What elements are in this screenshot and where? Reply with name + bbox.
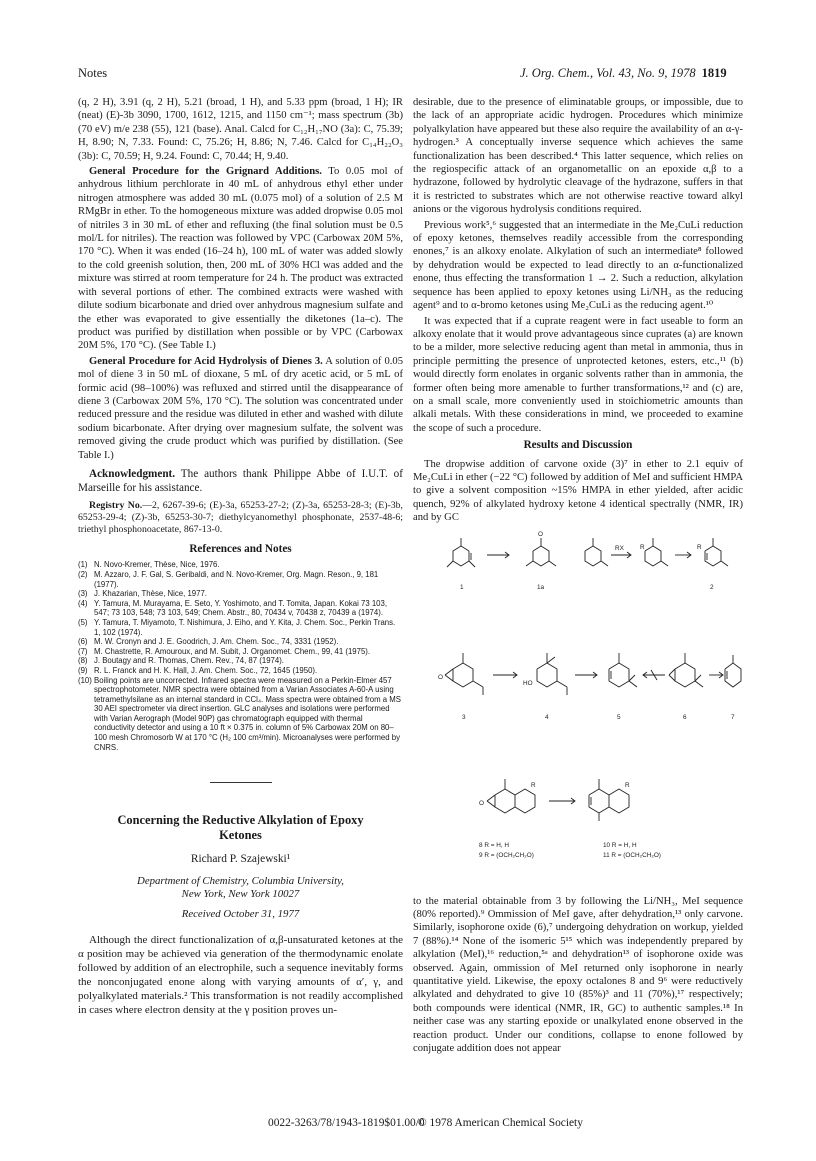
structure-1 <box>447 538 475 567</box>
compound-label-4: 4 <box>545 713 549 721</box>
reference-text: M. W. Cronyn and J. E. Goodrich, J. Am. Chem. Soc., 74, 3331 (1952). <box>94 637 339 647</box>
atom-label: O <box>538 530 543 538</box>
journal-citation: J. Org. Chem., Vol. 43, No. 9, 1978 <box>520 66 696 80</box>
reference-number: (7) <box>78 646 88 656</box>
reference-item <box>78 676 403 753</box>
paragraph-body: It was expected that if a cuprate reagent were in fact useable to form an alkoxy enolate that it would prove advantageous since cuprates (a) are known to be a milder, more selective reducing agent than metal in ammonia, thus in principle permitting the presence of unprotected ketones, esters, etc.,¹¹ (b) would directly form enolates in organic solvents rather than in ammonia, the former often being more amenable to further transformations,¹² and (c) are, on a small scale, more conveniently used in stoichiometric amounts than alkali metals. With these considerations in mind, we proceeded to examine the scope of such a procedure. <box>413 315 743 434</box>
structure-7 <box>725 655 741 687</box>
paragraph-hydrolysis <box>78 355 403 462</box>
structure-5 <box>609 653 637 687</box>
compound-label-10: 10 R = H, H <box>603 841 637 849</box>
acknowledgment-heading: Acknowledgment. <box>89 467 176 480</box>
article-title: Concerning the Reductive Alkylation of Epoxy Ketones <box>117 813 364 843</box>
acknowledgment-text: The authors thank Philippe Abbe of I.U.T. of Marseille for his assistance. <box>78 467 403 494</box>
reaction-scheme-drawing <box>413 529 743 889</box>
reference-item <box>78 637 403 647</box>
author-affiliation <box>78 875 403 902</box>
reference-text: Y. Tamura, M. Murayama, E. Seto, Y. Yoshimoto, and T. Tomita, Japan. Kokai 73 103, 547; 73 103, 548; 73 103, 549; Chem. Abstr., 80, 70434 v, 70438 z, 70439 a (1974). <box>94 598 387 618</box>
reference-item <box>78 570 403 589</box>
structure-4 <box>537 653 567 695</box>
atom-label: R <box>697 543 702 551</box>
reference-text: J. Boutagy and R. Thomas, Chem. Rev., 74, 87 (1974). <box>94 656 284 666</box>
reference-text: J. Khazarian, Thèse, Nice, 1977. <box>94 589 207 599</box>
structure-10-11 <box>589 779 629 821</box>
affiliation-line: Department of Chemistry, Columbia University, <box>137 874 344 887</box>
section-divider <box>210 782 272 783</box>
reference-number: (10) <box>78 675 92 685</box>
reference-text: N. Novo-Kremer, Thèse, Nice, 1976. <box>94 560 220 570</box>
received-date: Received October 31, 1977 <box>181 907 300 920</box>
structure-3 <box>445 653 483 695</box>
reference-text: R. L. Franck and H. K. Hall, J. Am. Chem. Soc., 72, 1645 (1950). <box>94 665 318 675</box>
hydrolysis-text: A solution of 0.05 mol of diene 3 in 50 mL of dioxane, 5 mL of dry acetic acid, or 5 mL of formic acid (98–100%) was refluxed and stirred until the disappearance of diene 3 (Carbowax 20M 5%, 170 °C). The solution was concentrated under reduced pressure and the residue was diluted in ether and washed with dilute sodium bicarbonate. After drying over magnesium sulfate, the solvent was removed giving the crude product which was purified by distillation. (See Table I.) <box>78 355 403 461</box>
registry-text: —2, 6267-39-6; (E)-3a, 65253-27-2; (Z)-3a, 65253-28-3; (E)-3b, 65253-29-4; (Z)-3b, 65253-30-7; diethylcyanomethyl phosphonate, 2537-48-6; triethyl phosphonoacetate, 867-13-0. <box>78 499 403 535</box>
structure-6 <box>669 653 703 687</box>
structure-alkylated <box>645 538 668 566</box>
paragraph-body: Previous work⁵,⁶ suggested that an intermediate in the Me₂CuLi reduction of epoxy ketones, themselves readily accessible from the corresponding enones,⁷ is an alkoxy enolate. Alkylation of such an intermediate⁸ followed by dehydration would be expected to lead directly to an α-functionalized enone, thus effecting the transformation 1 → 2. Such a reduction, alkylation sequence has been applied to epoxy ketones using Li/NH₃ as the reducing agent⁹ and to α-bromo ketones using Me₂CuLi as the reducing agent.¹⁰ <box>413 219 743 312</box>
footer-copyright: © 1978 American Chemical Society <box>418 1117 583 1129</box>
hydrolysis-heading: General Procedure for Acid Hydrolysis of Dienes 3. <box>89 355 323 367</box>
compound-label-1a: 1a <box>537 583 545 591</box>
reference-number: (6) <box>78 637 88 647</box>
reference-text: M. Chastrette, R. Amouroux, and M. Subit, J. Organomet. Chem., 99, 41 (1975). <box>94 646 371 656</box>
article-author: Richard P. Szajewski¹ <box>190 853 291 866</box>
affiliation-line: New York, New York 10027 <box>181 888 300 901</box>
running-head-left: Notes <box>78 66 108 80</box>
references-heading: References and Notes <box>189 542 292 555</box>
atom-label: O <box>479 799 484 807</box>
reference-text: Y. Tamura, T. Miyamoto, T. Nishimura, J. Eiho, and Y. Kita, J. Chem. Soc., Perkin Trans. 1, 102 (1974). <box>94 617 396 637</box>
reaction-scheme <box>413 529 743 889</box>
references-list <box>78 560 403 752</box>
compound-label-2: 2 <box>710 583 714 591</box>
grignard-heading: General Procedure for the Grignard Additions. <box>89 166 322 178</box>
reference-text: Boiling points are uncorrected. Infrared spectra were measured on a Perkin-Elmer 457 spectrophotometer. NMR spectra were obtained from a Varian Associates A-60-A using tetramethylsilane as an internal standard in CCl₄. Mass spectra were obtained from a MS 30 AEI spectrometer via direct insertion. GLC analyses and isolations were performed with Varian Aerograph (Model 90P) gas chromatograph equipped with thermal conductivity detector and using a 10 ft × 0.375 in. column of 5% Carbowax 20M on 80–100 mesh Chromosorb W at 170 °C (H₂ 100 cm³/min). Microanalyses were performed by CNRS. <box>94 675 401 752</box>
atom-label: O <box>438 673 443 681</box>
reference-item <box>78 560 403 570</box>
reference-item <box>78 618 403 637</box>
paragraph-spectral-data: (q, 2 H), 3.91 (q, 2 H), 5.21 (broad, 1 H), and 5.33 ppm (broad, 1 H); IR (neat) (E)-3b 3090, 1700, 1612, 1215, and 1150 cm⁻¹; mass spectrum (3b) (70 eV) m/e 238 (55), 121 (base). Anal. Calcd for C₁₂H₁₇NO (3a): C, 75.39; H, 8.90; N, 7.33. Found: C, 75.26; H, 8.86; N, 7.46. Calcd for C₁₄H₂₂O₃ (3b): C, 70.59; H, 9.24. Found: C, 70.44; H, 9.40. <box>78 97 403 162</box>
reference-number: (3) <box>78 589 88 599</box>
paragraph-body: desirable, due to the presence of eliminatable groups, or impossible, due to the lack of an appropriate acidic hydrogen. Procedures which minimize polyalkylation have appeared but these also require the availability of an α-γ-hydrogen.³ A conceptually inverse sequence which achieves the same functionalization has been described.⁴ This latter sequence, which relies on the regiospecific attack of an organometallic on an epoxide α,β to a hydrazone, followed by hydrolytic cleavage of the hydrazone, suffers in that it is restricted to substrates which are not otherwise reactive toward alkyl anions or the vigorous hydrolysis conditions required. <box>413 97 743 216</box>
reference-item <box>78 589 403 599</box>
paragraph-introduction: Although the direct functionalization of α,β-unsaturated ketones at the α position may be achieved via generation of the thermodynamic enolate followed by addition of an electrophile, such a sequence inevitably forms the nonconjugated enone along with varying amounts of α′, γ, and polyalkylated materials.² This transformation is not readily accomplished in cases where electron density at the γ position proves un- <box>78 934 403 1017</box>
compound-label-11: 11 R = (OCH₂CH₂O) <box>603 851 661 859</box>
right-column <box>413 96 743 1057</box>
structure-enolate <box>585 538 608 566</box>
reference-text: M. Azzaro, J. F. Gal, S. Geribaldi, and N. Novo-Kremer, Org. Magn. Reson., 9, 181 (1977). <box>94 569 379 589</box>
compound-label-3: 3 <box>462 713 466 721</box>
registry-heading: Registry No. <box>89 499 143 511</box>
results-heading: Results and Discussion <box>523 439 633 452</box>
structure-8-9 <box>487 779 535 813</box>
atom-label: R <box>625 781 630 789</box>
grignard-text: To 0.05 mol of anhydrous lithium perchlorate in 40 mL of anhydrous ethyl ether under nitrogen atmosphere was added 30 mL (0.075 mol) of a solution of 2.5 M RMgBr in ether. To the homogeneous mixture was added dropwise 0.05 mol of nitriles 3 in 30 mL of ether and refluxing (the final solution must be 0.5 mol/L for nitriles). The reaction was followed by VPC (Carbowax 20M 5%, 170 °C). When it was ended (16–24 h), 100 mL of water was added slowly to the cold greenish solution, then, 200 mL of 30% HCl was added and the mixture was stirred at room temperature for 24 h. The product was extracted with several portions of ether. The combined extracts were washed with dilute sodium bicarbonate and dried over anhydrous magnesium sulfate and the ether was evaporated to give essentially the diketones (1a–c). The product was purified by distillation when possible or by VPC (Carbowax 20M 5%, 170 °C). (See Table I.) <box>78 166 403 352</box>
running-head-right <box>520 66 727 81</box>
reference-number: (2) <box>78 569 88 579</box>
structure-1a <box>526 538 556 566</box>
reference-number: (4) <box>78 598 88 608</box>
atom-label: R <box>531 781 536 789</box>
reference-item <box>78 647 403 657</box>
paragraph-grignard <box>78 165 403 353</box>
reference-number: (8) <box>78 656 88 666</box>
reference-item <box>78 656 403 666</box>
reference-number: (1) <box>78 560 88 570</box>
paragraph-body: The dropwise addition of carvone oxide (3)⁷ in ether to 2.1 equiv of Me₂CuLi in ether (−22 °C) followed by addition of MeI and sufficient HMPA to give a solvent composition ~15% HMPA in ether yielded, after acidic quench, 92% of alkylated hydroxy ketone 4 identical spectrally (NMR, IR) and by GC <box>413 458 743 524</box>
compound-label-8: 8 R = H, H <box>479 841 510 849</box>
reference-number: (5) <box>78 617 88 627</box>
compound-label-1: 1 <box>460 583 464 591</box>
compound-label-7: 7 <box>731 713 735 721</box>
atom-label: HO <box>523 679 533 687</box>
reference-number: (9) <box>78 665 88 675</box>
paragraph-registry <box>78 500 403 536</box>
page-number: 1819 <box>701 66 727 80</box>
reagent-label: RX <box>615 544 624 552</box>
reference-item <box>78 599 403 618</box>
structure-2 <box>705 538 728 566</box>
left-column <box>78 96 403 1019</box>
footer-article-code: 0022-3263/78/1943-1819$01.00/0 <box>268 1117 425 1129</box>
reference-item <box>78 666 403 676</box>
atom-label: R <box>640 543 645 551</box>
compound-label-6: 6 <box>683 713 687 721</box>
compound-label-5: 5 <box>617 713 621 721</box>
compound-label-9: 9 R = (OCH₂CH₂O) <box>479 851 534 859</box>
paragraph-body: to the material obtainable from 3 by following the Li/NH₃, MeI sequence (80% reported).⁹ Ommission of MeI gave, after dehydration,¹³ only carvone. Similarly, isophorone oxide (6),⁷ undergoing dehydration on workup, yielded 7 (88%).¹⁴ None of the isomeric 5¹⁵ which was independently prepared by alkylation (MeI),¹⁶ reduction,⁵ᵃ and dehydration¹³ of isophorone oxide was observed. Again, ommission of MeI returned only isophorone in nearly quantitative yield. Likewise, the epoxy octalones 8 and 9⁶ were reductively alkylated and dehydrated to give 10 (85%)³ and 11 (70%),¹⁷ respectively; both compounds were identical (NMR, IR, GC) to authentic samples.¹⁸ In neither case was any starting epoxide or unalkylated enone observed in the reaction product. Under our conditions, collapse to enone followed by conjugate addition does not appear <box>413 895 743 1055</box>
paragraph-acknowledgment <box>78 467 403 495</box>
